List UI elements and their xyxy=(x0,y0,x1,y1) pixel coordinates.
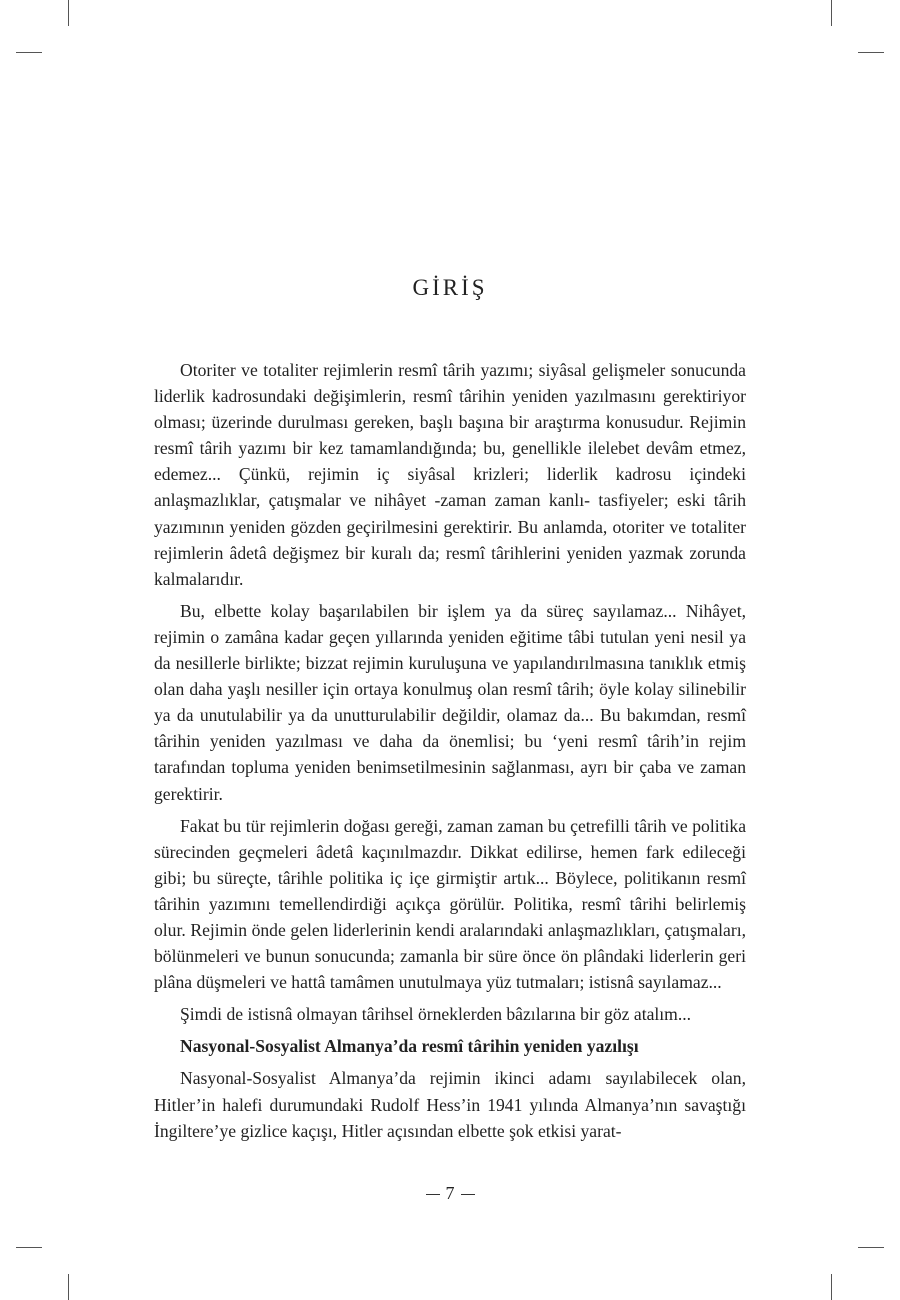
page-number-left-dash xyxy=(426,1194,440,1195)
page-number-right-dash xyxy=(461,1194,475,1195)
crop-mark-top-right xyxy=(831,0,832,26)
crop-mark-right-top xyxy=(858,52,884,53)
page-footer xyxy=(0,1183,900,1204)
paragraph-5: Nasyonal-Sosyalist Almanya’da rejimin ikinci adamı sayılabilecek olan, Hitler’in halefi durumundaki Rudolf Hess’in 1941 yılında Almanya’nın savaştığı İngiltere’ye gizlice kaçışı, Hitler açısından elbette şok etkisi yarat- xyxy=(154,1068,746,1141)
page-number: 7 xyxy=(445,1183,455,1203)
crop-mark-bottom-right xyxy=(831,1274,832,1300)
paragraph-2: Bu, elbette kolay başarılabilen bir işlem ya da süreç sayılamaz... Nihâyet, rejimin o zamâna kadar geçen yıllarında yeniden eğitime tâbi tutulan yeni nesil ya da nesillerle birlikte; bizzat rejimin kuruluşuna ve yapılandırılmasına tanıklık etmiş olan daha yaşlı nesiller için ortaya konulmuş olan resmî târih; öyle kolay silinebilir ya da unutulabilir ya da unutturulabilir değildir, olamaz da... Bu bakımdan, resmî târihin yeniden yazılması ve daha da önemlisi; bu ‘yeni resmî târih’in rejim tarafından topluma yeniden benimsetilmesinin sağlanması, ayrı bir çaba ve zaman gerektirir. xyxy=(154,600,746,804)
paragraph-3: Fakat bu tür rejimlerin doğası gereği, zaman zaman bu çetrefilli târih ve politika sürecinden geçmeleri âdetâ kaçınılmazdır. Dikkat edilirse, hemen fark edileceği gibi; bu süreçte, târihle politika iç içe girmiştir artık... Böylece, politikanın resmî târihin yazımını temellendirdiği açıkça görülür. Politika, resmî târihi belirlemiş olur. Rejimin önde gelen liderlerinin kendi aralarındaki anlaşmazlıkları, çatışmaları, bölünmeleri ve bunun sonucunda; zamanla bir süre önce ön plândaki liderlerin geri plâna düşmeleri ve hattâ tamâmen unutulmaya yüz tutmaları; istisnâ sayılamaz... xyxy=(154,815,746,993)
crop-mark-right-bottom xyxy=(858,1247,884,1248)
paragraph-4: Şimdi de istisnâ olmayan târihsel örneklerden bâzılarına bir göz atalım... xyxy=(180,1004,692,1025)
chapter-title: GİRİŞ xyxy=(412,275,488,300)
section-heading: Nasyonal-Sosyalist Almanya’da resmî târihin yeniden yazılışı xyxy=(180,1036,639,1057)
paragraph-1: Otoriter ve totaliter rejimlerin resmî târih yazımı; siyâsal gelişmeler sonucunda liderlik kadrosundaki değişimlerin, resmî târihin yeniden yazılmasını gerektiriyor olması; üzerinde durulması gereken, başlı başına bir araştırma konusudur. Rejimin resmî târih yazımı bir kez tamamlandığında; bu, genellikle ilelebet devâm etmez, edemez... Çünkü, rejimin iç siyâsal krizleri; liderlik kadrosu içindeki anlaşmazlıklar, çatışmalar ve nihâyet -zaman zaman kanlı- tasfiyeler; eski târih yazımının yeniden gözden geçirilmesini gerektirir. Bu anlamda, otoriter ve totaliter rejimlerin âdetâ değişmez bir kuralı da; resmî târihlerini yeniden yazmak zorunda kalmalarıdır. xyxy=(154,360,746,589)
crop-mark-left-bottom xyxy=(16,1247,42,1248)
body-text xyxy=(154,357,746,1150)
crop-mark-bottom-left xyxy=(68,1274,69,1300)
crop-mark-left-top xyxy=(16,52,42,53)
crop-mark-top-left xyxy=(68,0,69,26)
